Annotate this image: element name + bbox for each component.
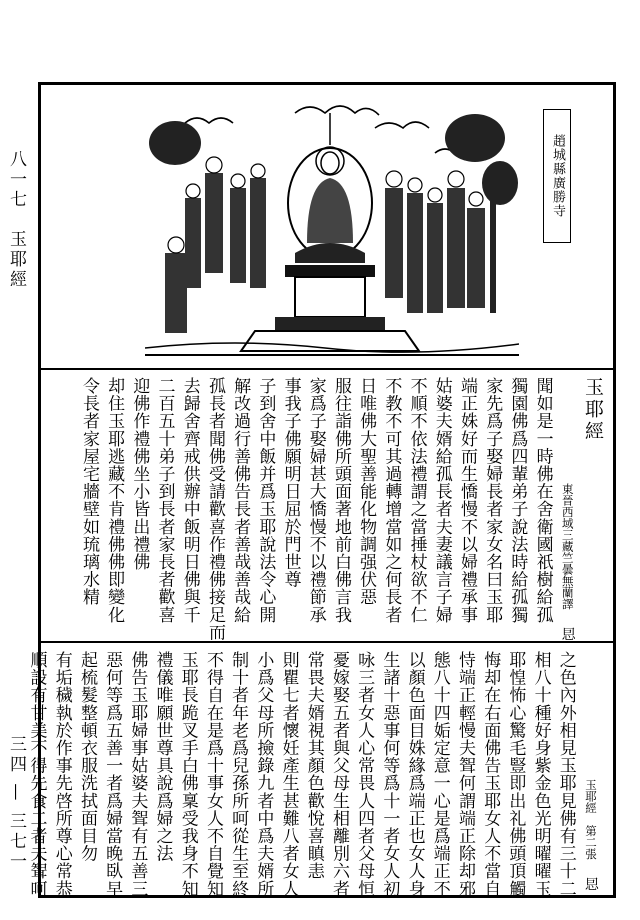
text-line: 態八十四姤定意一心是爲端正不	[429, 651, 450, 898]
text-line: 去歸舍齊戒供辦中飯明日佛與千	[179, 377, 200, 624]
text-line: 不順不依法禮謂之當捶杖欲不仁	[406, 377, 427, 624]
margin-page-number: 三四 — 三七一	[6, 735, 26, 872]
text-line: 端正姝好而生憍慢不以婦禮承事	[456, 377, 477, 624]
text-line: 迎佛作禮佛坐小皆出禮佛	[129, 377, 150, 571]
text-line: 有垢穢執於作事先啓所尊心常恭	[51, 651, 72, 898]
section-divider	[41, 368, 613, 370]
text-line: 生諸十惡事何等爲十一者女人初	[379, 651, 400, 898]
text-line: 佛告玉耶婦事姑婆夫聟有五善三	[127, 651, 148, 898]
margin-mark: 㤙	[583, 877, 599, 892]
text-line: 以顏色面目姝緣爲端正也女人身	[404, 651, 425, 898]
text-line: 惡何等爲五善一者爲婦當晚臥早	[102, 651, 123, 898]
buddha-assembly-illustration	[145, 93, 519, 360]
text-line: 悔却在右面佛告玉耶女人不當自	[480, 651, 501, 898]
text-line: 玉耶長跪叉手白佛稟受我身不知	[177, 651, 198, 898]
text-line: 家爲子娶婦甚大憍慢不以禮節承	[305, 377, 326, 624]
text-line: 事我子佛願明日屈於門世尊	[280, 377, 301, 589]
text-line: 順設有甘美不得先食二者夫聟呵	[26, 651, 47, 898]
text-line: 二百五十弟子到長者家長者歡喜	[154, 377, 175, 624]
text-line: 起梳髮整頓衣服洗拭面目勿	[76, 651, 97, 863]
text-line: 孤長者聞佛受請歡喜作禮佛接足而	[204, 377, 225, 641]
text-line: 相八十種好身紫金色光明曜曜玉	[530, 651, 551, 898]
text-line: 禮儀唯願世尊具說爲婦之法	[152, 651, 173, 863]
text-line: 家先爲子娶婦長者家女名曰玉耶	[482, 377, 503, 624]
text-line: 恃端正輕慢夫聟何謂端正除却邪	[454, 651, 475, 898]
margin-mark: 㤙	[559, 627, 576, 642]
text-line: 常畏夫婿視其顏色歡悅喜瞋恚	[303, 651, 324, 880]
text-line: 子到舍中飯并爲玉耶說法令心開	[255, 377, 276, 624]
woodblock-illustration-icon	[145, 93, 519, 360]
margin-sutra-label: 八一七 玉耶經	[6, 150, 26, 290]
illustration-caption: 趙城縣廣勝寺	[543, 109, 571, 243]
text-line: 却住玉耶逃藏不肯禮佛佛即變化	[104, 377, 125, 624]
text-line: 耶惶怖心驚毛豎即出礼佛頭頂觸	[505, 651, 526, 898]
translator-credit: 東晉西域三藏竺曇無蘭譯	[560, 483, 575, 610]
scroll-header: 玉耶經 第二張	[584, 779, 598, 860]
page-header-line	[578, 651, 603, 895]
text-line: 日唯佛大聖善能化物調强伏惡	[356, 377, 377, 606]
text-line: 小爲父母所撿錄九者中爲夫婿所	[253, 651, 274, 898]
text-line: 聞如是一時佛在舍衛國祇樹給孤	[532, 377, 553, 624]
lower-text-panel	[23, 651, 603, 898]
text-line: 憂嫁娶五者與父母生相離別六者	[328, 651, 349, 898]
text-line: 之色內外相見玉耶見佛有三十二	[555, 651, 576, 898]
page-frame	[26, 82, 616, 898]
translator-line	[555, 377, 580, 642]
text-line: 姑婆夫婿給孤長者夫妻議言子婦	[431, 377, 452, 624]
upper-text-panel	[76, 377, 605, 642]
text-line: 解改過行善佛告長者善哉善哉給	[230, 377, 251, 624]
sutra-title: 玉耶經	[582, 377, 604, 443]
text-line: 服往詣佛所頭面著地前白佛言我	[330, 377, 351, 624]
text-line: 制十者年老爲兒孫所呵從生至終	[228, 651, 249, 898]
section-divider	[41, 641, 613, 643]
text-line: 則瞿七者懷妊產生甚難八者女人	[278, 651, 299, 898]
text-line: 咏三者女人心常畏人四者父母恒	[354, 651, 375, 898]
text-line: 獨園佛爲四輩弟子說法時給孤獨	[507, 377, 528, 624]
text-line: 令長者家屋宅牆壁如琉璃水精	[78, 377, 99, 606]
text-line: 不教不可其過轉增當如之何長者	[381, 377, 402, 624]
text-line: 不得自在是爲十事女人不自覺知	[202, 651, 223, 898]
